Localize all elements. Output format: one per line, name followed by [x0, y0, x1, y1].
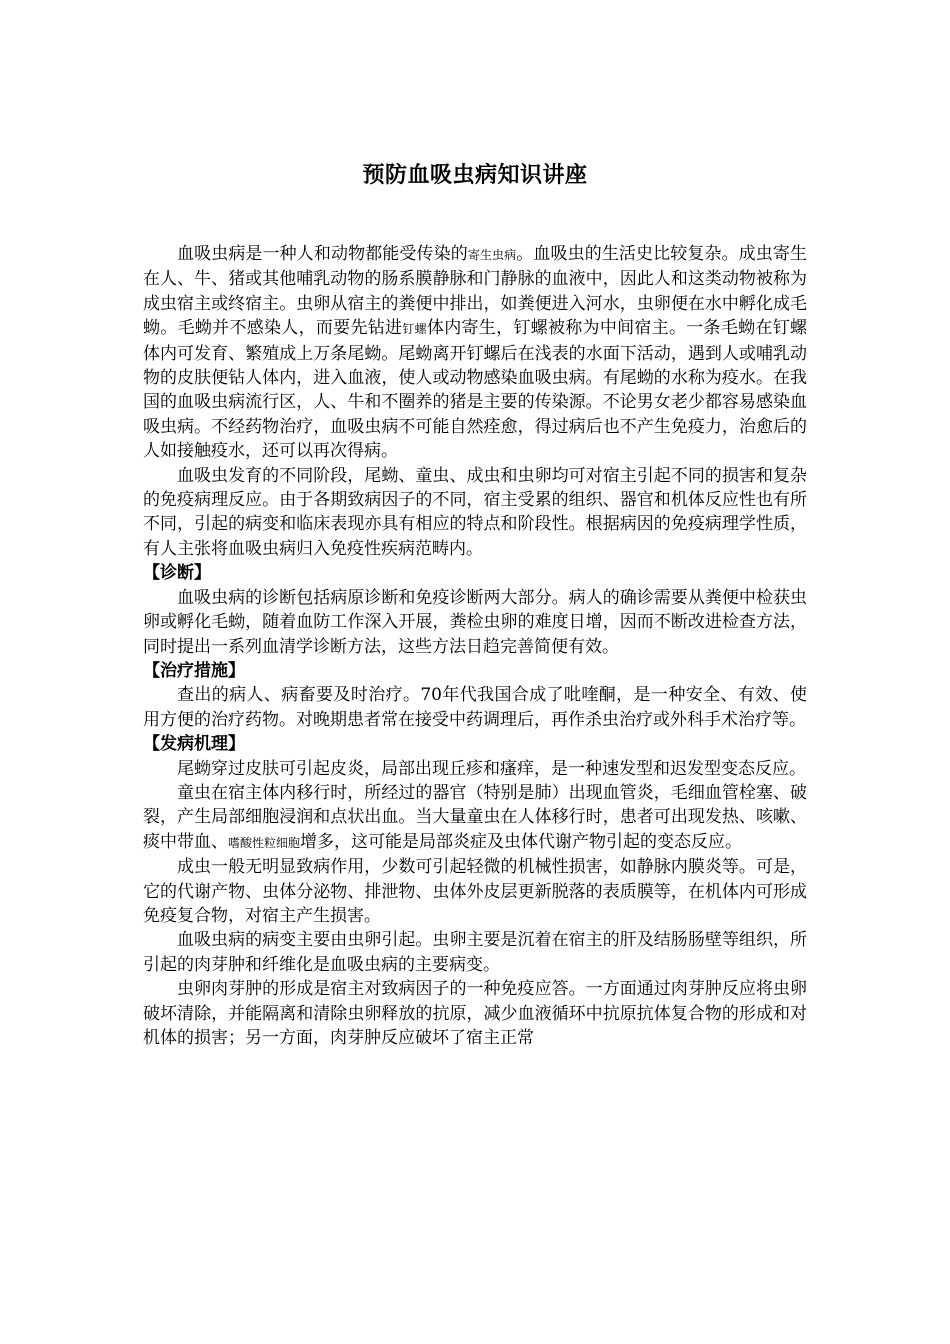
body-paragraph — [143, 977, 807, 1050]
body-paragraph — [143, 464, 807, 562]
inline-small-term: 寄生虫病 — [467, 248, 517, 262]
section-heading: 【发病机理】 — [143, 734, 245, 755]
document-title: 预防血吸虫病知识讲座 — [362, 162, 588, 188]
inline-small-term: 钉螺 — [402, 322, 427, 337]
paragraph-text: 体内寄生，钉螺被称为中间宿主。一条毛蚴在钉螺体内可发育、繁殖成上万条尾蚴。尾蚴离开钉螺后在浅表的水面下活动，遇到人或哺乳动物的皮肤便钻人体内，进入血液，使人或动物感染血吸虫病。有尾蚴的水称为疫水。在我国的血吸虫病流行区，人、牛和不圈养的猪是主要的传染源。不论男女老少都容易感染血吸虫病。不经药物治疗，血吸虫病不可能自然痊愈，得过病后也不产生免疫力，治愈后的人如接触疫水，还可以再次得病。 — [143, 318, 808, 462]
section-heading: 【治疗措施】 — [143, 660, 245, 681]
inline-small-term: 嗜酸性粒细胞 — [228, 835, 301, 850]
body-paragraph — [143, 757, 807, 781]
paragraph-text: 。血吸虫的生活史比较复杂。成虫寄生在人、牛、猪或其他哺乳动物的肠系膜静脉和门静脉的血液中，因此人和这类动物被称为成虫宿主或终宿主。虫卵从宿主的粪便中排出，如粪便进入河水，虫卵便在水中孵化成毛蚴。毛蚴并不感染人，而要先钻进 — [143, 244, 808, 339]
paragraph-text: 童虫在宿主体内移行时，所经过的器官（特别是肺）出现血管炎，毛细血管栓塞、破裂，产生局部细胞浸润和点状出血。当大量童虫在人体移行时，患者可出现发热、咳嗽、痰中带血、 — [143, 782, 807, 852]
paragraph-text: 血吸虫病的病变主要由虫卵引起。虫卵主要是沉着在宿主的肝及结肠肠壁等组织，所引起的肉芽肿和纤维化是血吸虫病的主要病变。 — [143, 930, 807, 975]
body-paragraph — [143, 855, 807, 928]
paragraph-text: 增多，这可能是局部炎症及虫体代谢产物引起的变态反应。 — [300, 831, 743, 852]
paragraph-text: 血吸虫病是一种人和动物都能受传染的 — [177, 244, 468, 264]
body-paragraph — [143, 586, 807, 659]
paragraph-text: 尾蚴穿过皮肤可引起皮炎，局部出现丘疹和瘙痒，是一种速发型和迟发型变态反应。 — [177, 758, 806, 779]
body-paragraph — [143, 781, 807, 855]
paragraph-text: 血吸虫病的诊断包括病原诊断和免疫诊断两大部分。病人的确诊需要从粪便中检获虫卵或孵化毛蚴，随着血防工作深入开展，粪检虫卵的难度日增，因而不断改进检查方法，同时提出一系列血清学诊断方法，这些方法日趋完善简便有效。 — [143, 587, 807, 657]
paragraph-text: 虫卵肉芽肿的形成是宿主对致病因子的一种免疫应答。一方面通过肉芽肿反应将虫卵破坏清除，并能隔离和清除虫卵释放的抗原，减少血液循环中抗原抗体复合物的形成和对机体的损害；另一方面，肉芽肿反应破坏了宿主正常 — [143, 979, 807, 1048]
paragraph-text: 成虫一般无明显致病作用，少数可引起轻微的机械性损害，如静脉内膜炎等。可是，它的代谢产物、虫体分泌物、排泄物、虫体外皮层更新脱落的表质膜等，在机体内可形成免疫复合物，对宿主产生损害。 — [143, 857, 807, 926]
paragraph-text: 血吸虫发育的不同阶段，尾蚴、童虫、成虫和虫卵均可对宿主引起不同的损害和复杂的免疫病理反应。由于各期致病因子的不同，宿主受累的组织、器官和机体反应性也有所不同，引起的病变和临床表现亦具有相应的特点和阶段性。根据病因的免疫病理学性质，有人主张将血吸虫病归入免疫性疾病范畴内。 — [143, 465, 807, 559]
body-paragraph — [143, 683, 807, 732]
paragraph-text: 查出的病人、病畜要及时治疗。70年代我国合成了吡喹酮，是一种安全、有效、使用方便的治疗药物。对晚期患者常在接受中药调理后，再作杀虫治疗或外科手术治疗等。 — [143, 685, 807, 730]
document-body — [143, 242, 807, 1050]
section-heading: 【诊断】 — [143, 563, 211, 584]
body-paragraph — [143, 928, 807, 977]
body-paragraph — [143, 242, 807, 464]
